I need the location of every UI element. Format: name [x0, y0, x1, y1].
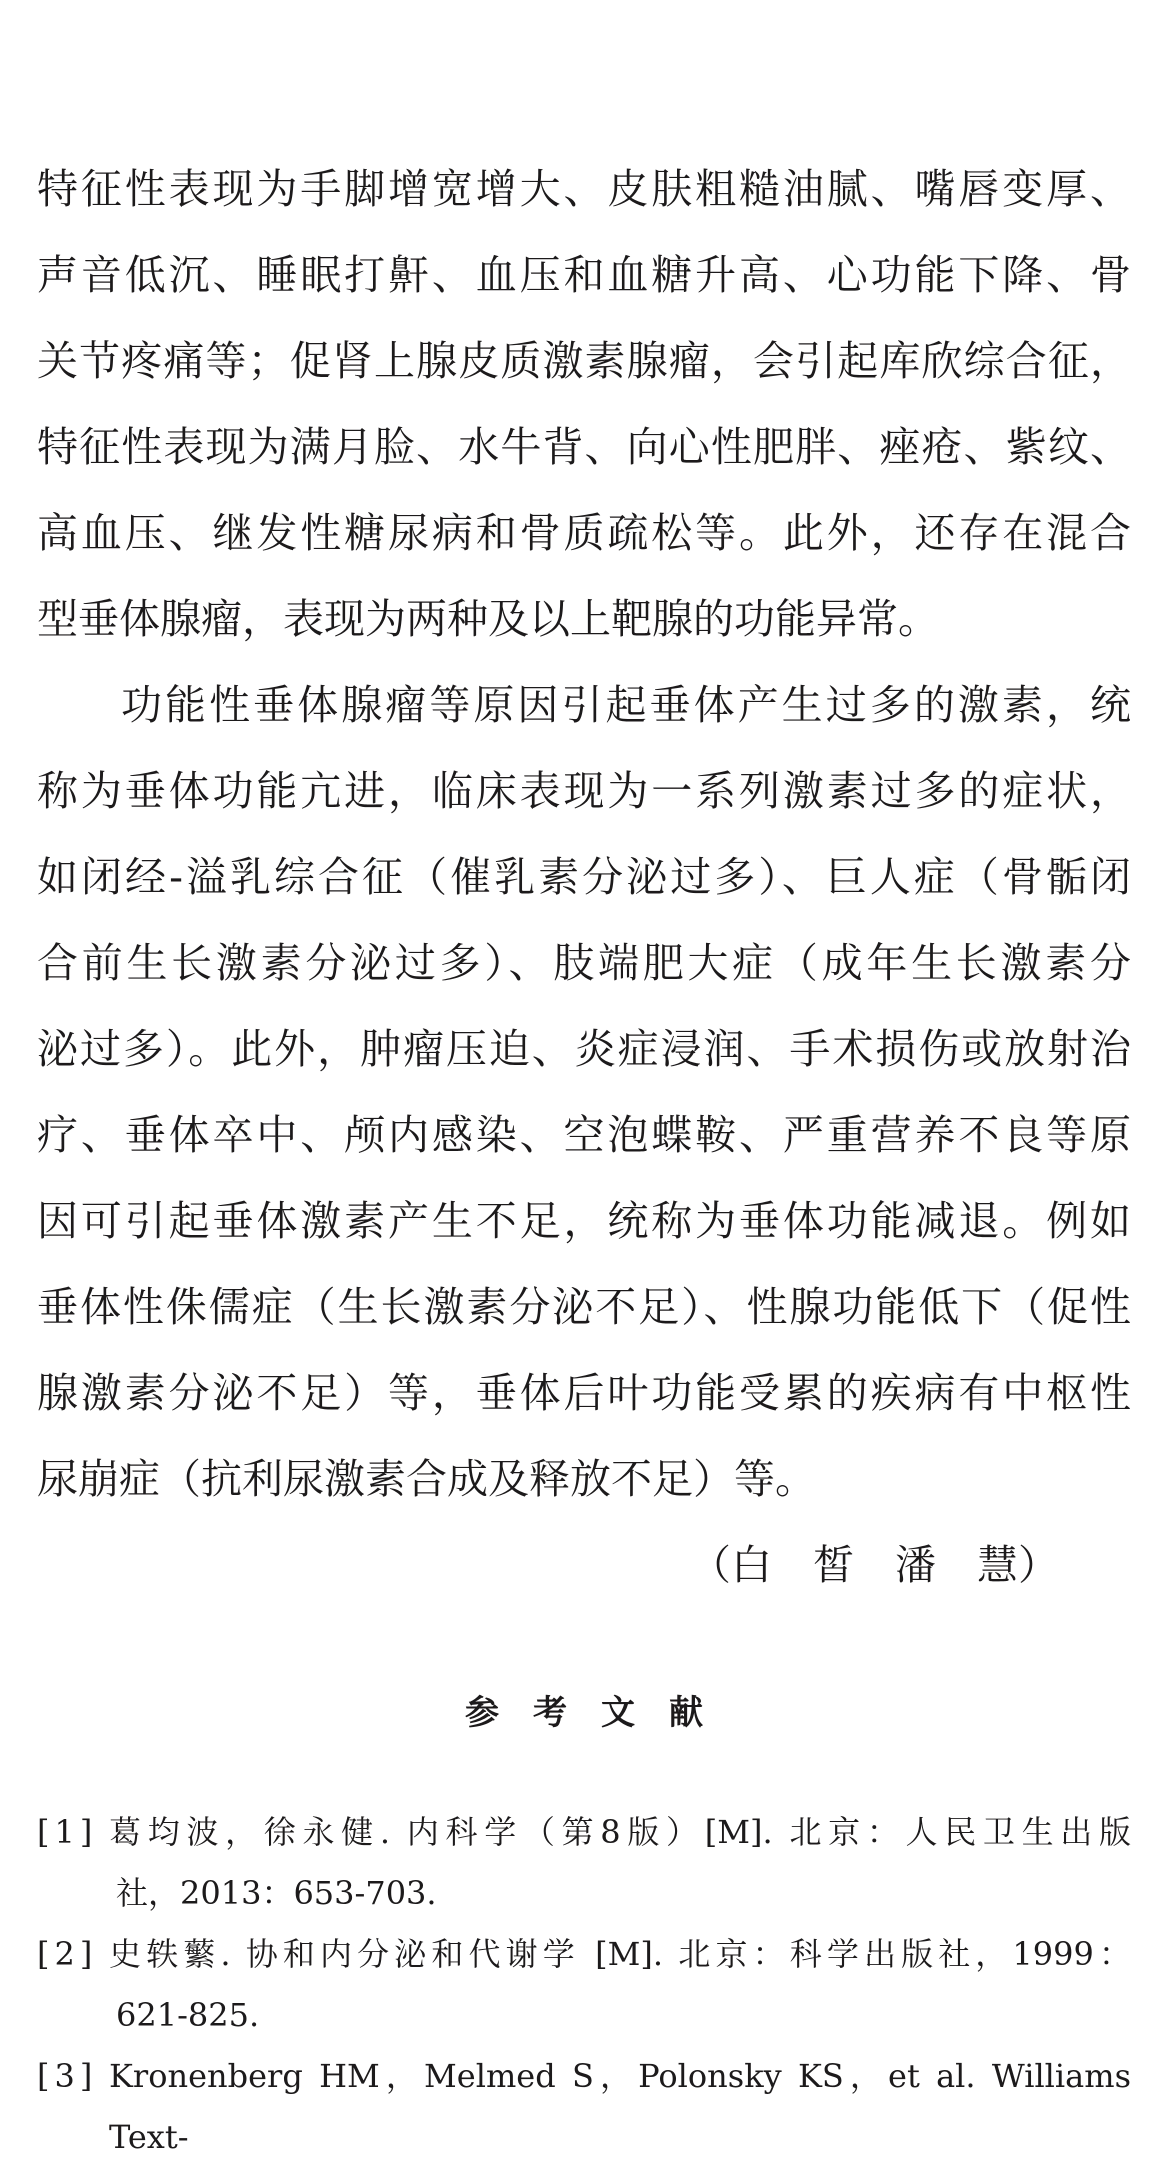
- text-line: 声音低沉、睡眠打鼾、血压和血糖升高、心功能下降、骨: [37, 251, 1131, 299]
- page-content: [37, 146, 1131, 2156]
- text-line: 垂体性侏儒症（生长激素分泌不足）、性腺功能低下（促性: [37, 1283, 1131, 1331]
- body-paragraph-2: [37, 662, 1131, 1522]
- text-line: 疗、垂体卒中、颅内感染、空泡蝶鞍、严重营养不良等原: [37, 1111, 1131, 1159]
- text-line: 称为垂体功能亢进，临床表现为一系列激素过多的症状，: [37, 767, 1131, 815]
- reference-label: [2]: [37, 1935, 98, 1973]
- text-line: 泌过多）。此外，肿瘤压迫、炎症浸润、手术损伤或放射治: [37, 1025, 1131, 1073]
- reference-label: [3]: [37, 2057, 98, 2095]
- reference-continuation-line: 社，2013：653-703.: [116, 1874, 437, 1912]
- text-line: 特征性表现为满月脸、水牛背、向心性肥胖、痤疮、紫纹、: [37, 423, 1131, 471]
- text-line: 如闭经-溢乳综合征（催乳素分泌过多）、巨人症（骨骺闭: [37, 853, 1131, 901]
- author-attribution: （白 皙 潘 慧）: [690, 1541, 1059, 1589]
- text-line: 腺激素分泌不足）等，垂体后叶功能受累的疾病有中枢性: [37, 1369, 1131, 1417]
- paragraph-first-line: 功能性垂体腺瘤等原因引起垂体产生过多的激素，统: [121, 681, 1131, 729]
- reference-continuation-line: 621-825.: [116, 1996, 260, 2034]
- reference-first-line: [37, 1924, 1131, 1985]
- text-line: 高血压、继发性糖尿病和骨质疏松等。此外，还存在混合: [37, 509, 1131, 557]
- text-line: 关节疼痛等；促肾上腺皮质激素腺瘤，会引起库欣综合征，: [37, 337, 1131, 385]
- reference-first-line: [37, 2046, 1131, 2156]
- reference-item-2: [37, 1924, 1131, 2046]
- reference-item-3: [37, 2046, 1131, 2156]
- paragraph-last-line: 型垂体腺瘤，表现为两种及以上靶腺的功能异常。: [37, 595, 939, 643]
- reference-label: [1]: [37, 1813, 98, 1851]
- body-paragraph-1: [37, 146, 1131, 662]
- references-heading: 参 考 文 献: [465, 1693, 703, 1733]
- reference-item-1: [37, 1802, 1131, 1924]
- text-line: 因可引起垂体激素产生不足，统称为垂体功能减退。例如: [37, 1197, 1131, 1245]
- reference-text: Kronenberg HM，Melmed S，Polonsky KS，et al. Williams Text-: [109, 2057, 1131, 2156]
- reference-first-line: [37, 1802, 1131, 1863]
- text-line: 合前生长激素分泌过多）、肢端肥大症（成年生长激素分: [37, 939, 1131, 987]
- reference-text: 葛均波，徐永健. 内科学（第8版）[M]. 北京：人民卫生出版: [109, 1813, 1131, 1851]
- paragraph-last-line: 尿崩症（抗利尿激素合成及释放不足）等。: [37, 1455, 816, 1503]
- text-line: 特征性表现为手脚增宽增大、皮肤粗糙油腻、嘴唇变厚、: [37, 165, 1131, 213]
- reference-text: 史轶蘩. 协和内分泌和代谢学 [M]. 北京：科学出版社，1999：: [109, 1935, 1131, 1973]
- reference-list: [37, 1802, 1131, 2156]
